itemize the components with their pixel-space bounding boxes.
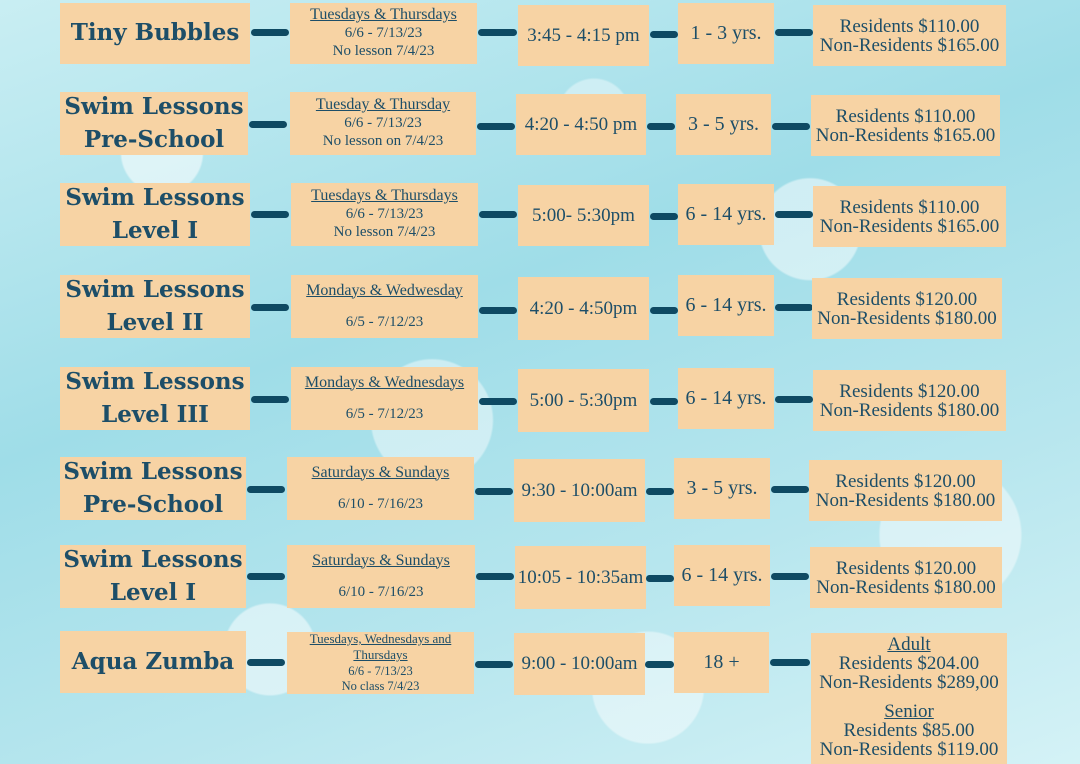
price-box [811,95,1000,156]
class-name-line: Swim Lessons [63,546,243,574]
schedule-note: No lesson on 7/4/23 [322,132,444,149]
connector [650,307,678,314]
connector [775,304,813,311]
time-text: 3:45 - 4:15 pm [527,24,640,46]
schedule-box [291,183,478,246]
class-name-line: Pre-School [83,125,225,153]
residents-price: Residents $120.00 [835,557,977,579]
schedule-box [287,545,475,608]
age-box [678,3,774,64]
class-name-line: Level III [101,400,209,428]
nonresidents-price: Non-Residents $180.00 [819,399,1000,421]
schedule-dates: 6/6 - 7/13/23 [345,206,424,223]
nonresidents-price: Non-Residents $119.00 [819,739,999,760]
nonresidents-price: Non-Residents $289,00 [819,672,999,693]
connector [650,31,678,38]
time-box [514,633,645,695]
schedule-dates: 6/5 - 7/12/23 [345,313,424,330]
time-text: 5:00 - 5:30pm [529,389,638,411]
time-text: 4:20 - 4:50 pm [524,113,638,135]
residents-price: Residents $110.00 [839,15,980,37]
connector [646,488,674,495]
schedule-box [291,367,478,430]
time-text: 10:05 - 10:35am [517,566,644,588]
age-text: 18 + [703,651,740,673]
age-box [674,632,769,693]
age-box [678,184,774,245]
age-text: 6 - 14 yrs. [685,387,767,409]
schedule-days: Mondays & Wedwesday [306,281,463,299]
schedule-box [287,632,474,694]
schedule-days: Tuesday & Thursday [315,96,451,114]
connector [650,398,678,405]
schedule-dates: 6/10 - 7/16/23 [338,495,423,512]
schedule-days: Tuesdays, Wednesdays and Thursdays [309,631,452,663]
time-box [518,185,649,246]
class-name-line: Swim Lessons [65,184,245,212]
price-box [813,5,1006,66]
connector [247,486,285,493]
class-name-line: Level I [111,216,199,244]
connector [251,396,289,403]
nonresidents-price: Non-Residents $180.00 [817,307,997,329]
class-name-line: Swim Lessons [65,276,245,304]
class-name-line: Level I [109,578,197,606]
connector [251,304,289,311]
schedule-note: No class 7/4/23 [341,679,420,694]
schedule-days: Saturdays & Sundays [312,551,450,569]
class-name-line: Swim Lessons [65,368,245,396]
class-name-line: Tiny Bubbles [70,19,240,47]
nonresidents-price: Non-Residents $165.00 [819,215,1000,237]
schedule-dates: 6/6 - 7/13/23 [344,25,423,42]
residents-price: Residents $204.00 [838,653,980,674]
class-name [60,367,250,430]
nonresidents-price: Non-Residents $180.00 [815,489,996,511]
class-name [60,275,250,338]
nonresidents-price: Non-Residents $165.00 [815,124,996,146]
age-box [674,458,770,519]
class-name-line: Aqua Zumba [71,647,235,675]
connector [475,661,513,668]
price-box [811,633,1007,764]
class-name-line: Swim Lessons [63,458,243,486]
schedule-box [290,3,477,64]
age-text: 6 - 14 yrs. [681,564,763,586]
class-name [60,457,246,520]
time-box [514,459,645,522]
connector [251,29,289,36]
residents-price: Residents $110.00 [839,196,980,218]
connector [770,659,810,666]
schedule-days: Mondays & Wednesdays [304,373,465,391]
connector [775,211,813,218]
connector [647,123,675,130]
residents-price: Residents $120.00 [835,470,976,492]
nonresidents-price: Non-Residents $180.00 [816,576,996,598]
residents-price: Residents $120.00 [839,380,980,402]
connector [247,659,285,666]
age-box [676,94,771,155]
class-name [60,545,246,608]
residents-price: Residents $120.00 [836,288,978,310]
connector [476,573,514,580]
adult-heading: Adult [887,634,931,655]
time-box [518,277,649,340]
class-name [60,92,248,155]
class-name-line: Pre-School [82,490,224,518]
connector [475,488,513,495]
class-name-line: Swim Lessons [64,93,244,121]
connector [479,398,517,405]
age-text: 6 - 14 yrs. [685,294,767,316]
class-name-line: Level II [106,308,204,336]
schedule-box [290,92,476,155]
connector [249,121,287,128]
connector [479,211,517,218]
time-text: 5:00- 5:30pm [532,204,635,226]
time-box [518,5,649,66]
connector [477,123,515,130]
time-text: 4:20 - 4:50pm [529,297,638,319]
price-box [812,278,1002,339]
price-box [809,460,1002,521]
schedule-box [291,275,478,338]
age-text: 1 - 3 yrs. [690,22,762,44]
connector [251,211,289,218]
price-box [810,547,1002,608]
connector [645,661,674,668]
connector [479,307,517,314]
schedule-dates: 6/6 - 7/13/23 [344,115,422,132]
class-name [60,183,250,246]
schedule-dates: 6/5 - 7/12/23 [345,405,424,422]
time-box [516,94,646,155]
schedule-days: Saturdays & Sundays [311,463,450,481]
schedule-note: No lesson 7/4/23 [332,42,435,59]
connector [646,575,674,582]
schedule-dates: 6/10 - 7/16/23 [338,583,424,600]
schedule-box [287,457,474,520]
age-box [678,368,774,429]
price-box [813,370,1006,431]
connector [247,573,285,580]
price-box [813,186,1006,247]
connector [772,123,810,130]
class-name [60,3,250,64]
age-text: 3 - 5 yrs. [686,477,758,499]
connector [771,573,809,580]
time-text: 9:00 - 10:00am [521,653,638,674]
age-text: 6 - 14 yrs. [685,203,767,225]
schedule-note: No lesson 7/4/23 [333,223,436,240]
schedule-days: Tuesdays & Thursdays [311,187,458,205]
age-box [678,275,774,336]
senior-heading: Senior [884,701,934,722]
schedule-days: Tuesdays & Thursdays [310,6,457,24]
residents-price: Residents $110.00 [835,105,976,127]
connector [650,213,678,220]
connector [775,396,813,403]
age-box [674,545,770,606]
time-box [515,546,646,609]
connector [771,486,809,493]
connector [478,29,517,36]
age-text: 3 - 5 yrs. [687,113,760,135]
schedule-dates: 6/6 - 7/13/23 [348,663,413,678]
time-box [518,369,649,432]
connector [775,29,813,36]
time-text: 9:30 - 10:00am [521,479,638,501]
nonresidents-price: Non-Residents $165.00 [819,34,1000,56]
residents-price: Residents $85.00 [843,720,975,741]
class-name [60,631,246,693]
